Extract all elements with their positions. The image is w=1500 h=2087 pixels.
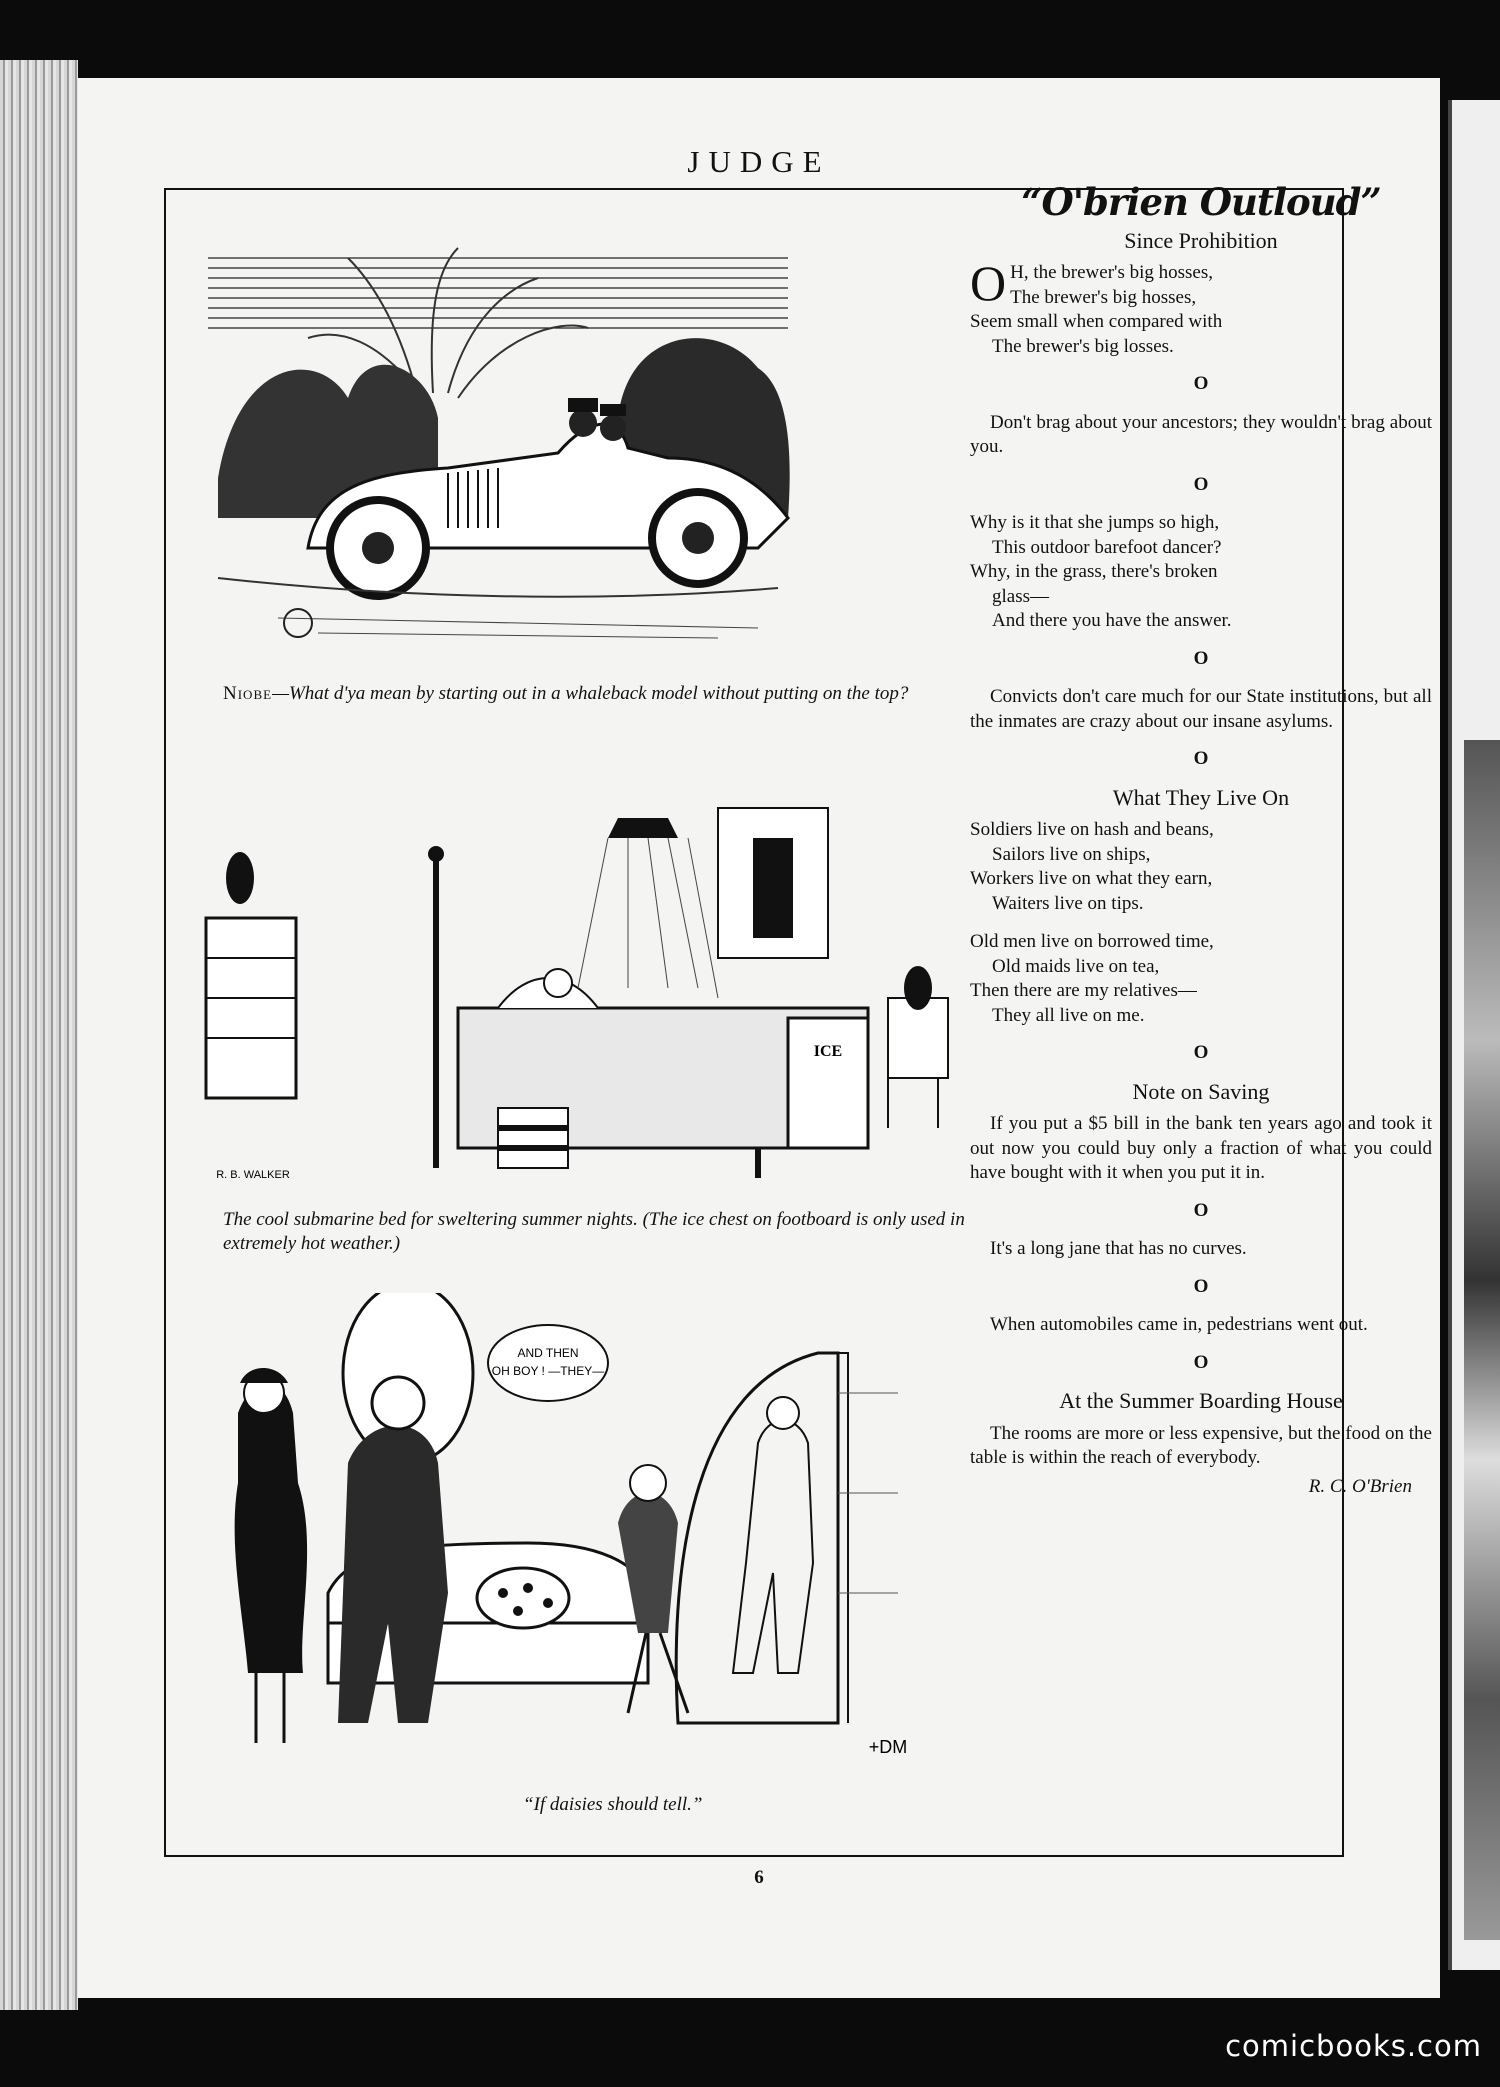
column-logo: “O'brien Outloud” xyxy=(1021,180,1381,224)
verse-line: Then there are my relatives— xyxy=(970,980,1197,1001)
paragraph-jane: It's a long jane that has no curves. xyxy=(990,1238,1247,1259)
cartoon-daisies xyxy=(198,1293,998,1773)
separator: O xyxy=(1193,1199,1209,1221)
section-title-boarding-house: At the Summer Boarding House xyxy=(1059,1388,1343,1413)
facing-page-edge xyxy=(1448,100,1500,1970)
cartoon-roadster xyxy=(198,218,798,658)
caption-submarine-bed: The cool submarine bed for sweltering summer nights. (The ice chest on footboard is only used in extremely hot weather.) xyxy=(223,1209,965,1254)
paragraph-saving: If you put a $5 bill in the bank ten years ago and took it out now you could buy only a fraction of what you could have bought with it when you put it in. xyxy=(970,1113,1432,1183)
verse-line: Old men live on borrowed time, xyxy=(970,931,1214,952)
separator: O xyxy=(1193,748,1209,769)
caption-roadster xyxy=(223,682,983,706)
section-title-saving: Note on Saving xyxy=(1132,1078,1270,1104)
separator: O xyxy=(1193,1275,1209,1297)
caption-roadster-lead: Niobe xyxy=(223,683,273,704)
dropcap: O xyxy=(970,255,1007,311)
author-signature: R. C. O'Brien xyxy=(1308,1475,1412,1497)
daisies-signature: +DM xyxy=(868,1737,908,1757)
paragraph-automobiles: When automobiles came in, pedestrians went out. xyxy=(990,1314,1368,1335)
verse-line: glass— xyxy=(992,585,1049,607)
magazine-page xyxy=(78,78,1440,1998)
daisies-illustration xyxy=(198,1293,998,1773)
verse-line: They all live on me. xyxy=(992,1004,1145,1026)
verse-line: Old maids live on tea, xyxy=(992,955,1160,977)
facing-page-illustration xyxy=(1464,740,1500,1940)
separator: O xyxy=(1193,647,1209,669)
caption-roadster-text: —What d'ya mean by starting out in a whaleback model without putting on the top? xyxy=(272,683,909,704)
paragraph-convicts: Convicts don't care much for our State institutions, but all the inmates are crazy about our insane asylums. xyxy=(970,686,1432,732)
separator: O xyxy=(1193,373,1209,394)
verse-line: The brewer's big hosses, xyxy=(1010,286,1197,308)
page-number: 6 xyxy=(754,1867,764,1888)
verse-line: Soldiers live on hash and beans, xyxy=(970,819,1214,840)
section-title-prohibition: Since Prohibition xyxy=(1124,227,1278,253)
paragraph-boarding: The rooms are more or less expensive, but the food on the table is within the reach of everybody. xyxy=(970,1422,1432,1468)
watermark: comicbooks.com xyxy=(1225,2029,1482,2063)
balloon-line-1: AND THEN xyxy=(517,1346,579,1360)
separator: O xyxy=(1193,1351,1209,1373)
verse-line: Why is it that she jumps so high, xyxy=(970,512,1220,533)
verse-line: This outdoor barefoot dancer? xyxy=(992,536,1222,558)
balloon-line-2: OH BOY ! —THEY— xyxy=(491,1364,605,1378)
verse-line: Sailors live on ships, xyxy=(992,843,1151,865)
verse-line: Waiters live on tips. xyxy=(992,892,1144,914)
caption-daisies: “If daisies should tell.” xyxy=(523,1794,703,1815)
verse-live-on xyxy=(970,818,1432,1028)
obrien-outloud-column xyxy=(970,180,1432,1499)
verse-line: H, the brewer's big hosses, xyxy=(1010,262,1213,283)
submarine-bed-illustration xyxy=(198,778,998,1198)
verse-line: Seem small when compared with xyxy=(970,311,1223,332)
separator: O xyxy=(1193,473,1209,495)
verse-dancer xyxy=(970,511,1432,634)
verse-line: The brewer's big losses. xyxy=(992,335,1174,357)
paragraph-ancestors: Don't brag about your ancestors; they wouldn't brag about you. xyxy=(970,411,1432,457)
running-head: JUDGE xyxy=(687,144,831,179)
bed-signature: R. B. WALKER xyxy=(216,1169,290,1181)
section-title-live-on: What They Live On xyxy=(1112,784,1290,810)
verse-line: And there you have the answer. xyxy=(992,610,1232,631)
cartoon-submarine-bed xyxy=(198,778,998,1198)
separator: O xyxy=(1193,1042,1209,1063)
verse-line: Workers live on what they earn, xyxy=(970,868,1213,889)
verse-line: Why, in the grass, there's broken xyxy=(970,561,1218,582)
verse-brewer xyxy=(970,255,1432,359)
roadster-illustration xyxy=(198,218,798,658)
ice-chest-label: ICE xyxy=(813,1043,843,1060)
book-page-edges xyxy=(0,60,78,2010)
